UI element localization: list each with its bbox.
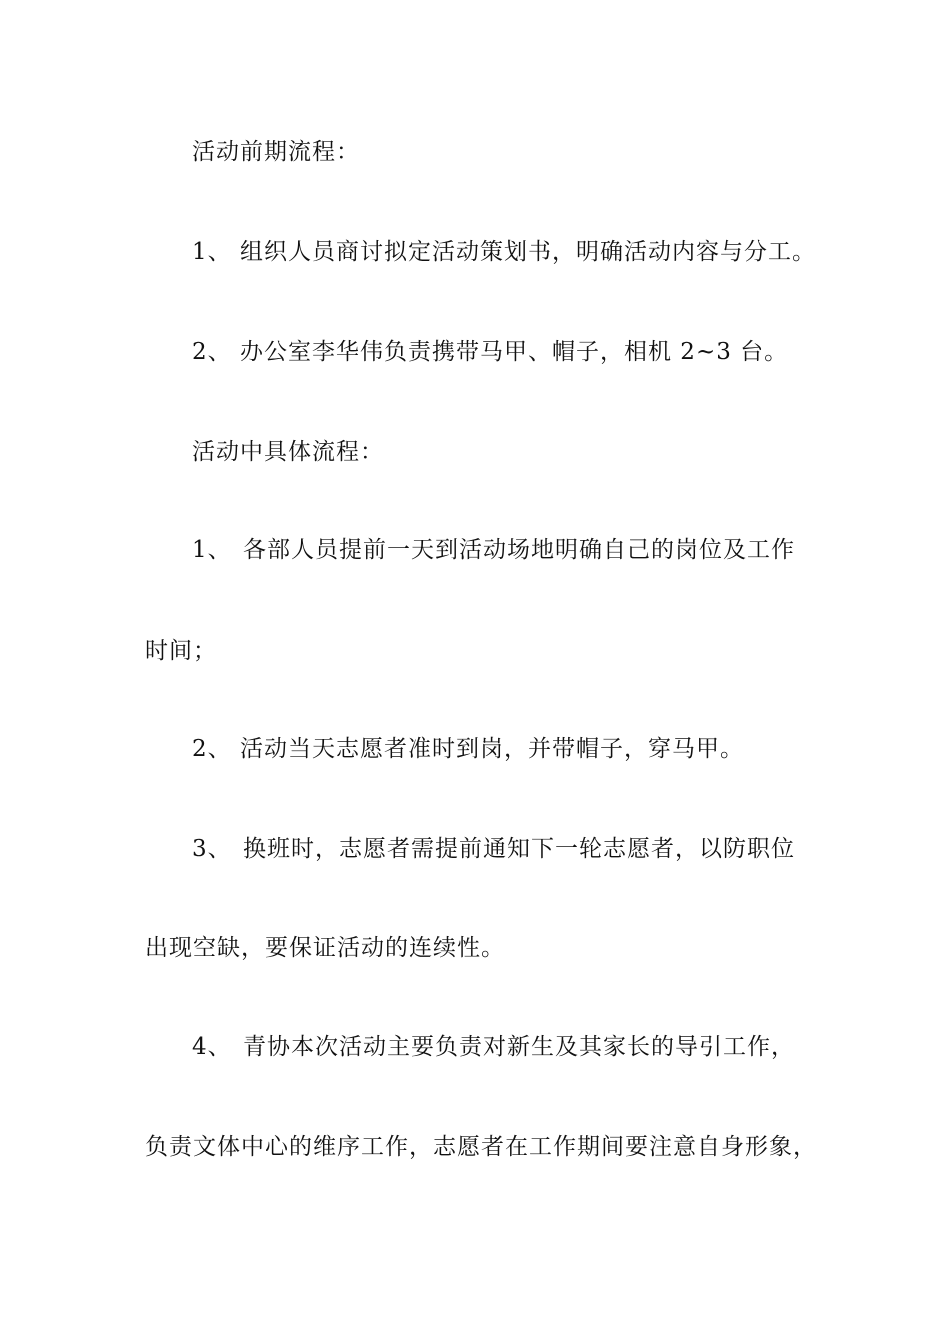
item-number: 4、 bbox=[192, 1034, 232, 1060]
item-text: 活动当天志愿者准时到岗，并带帽子，穿马甲。 bbox=[240, 736, 744, 762]
during-item-3-continuation bbox=[0, 928, 950, 968]
heading-pre-event bbox=[0, 132, 950, 172]
during-item-4-continuation bbox=[0, 1127, 950, 1167]
item-text: 组织人员商讨拟定活动策划书，明确活动内容与分工。 bbox=[240, 239, 816, 265]
during-item-3 bbox=[0, 829, 950, 869]
pre-item-2 bbox=[0, 332, 950, 372]
during-item-1-continuation bbox=[0, 631, 950, 671]
heading-text: 活动前期流程： bbox=[192, 139, 360, 165]
item-number: 2、 bbox=[192, 736, 232, 762]
pre-item-1 bbox=[0, 232, 950, 272]
item-number: 3、 bbox=[192, 836, 232, 862]
item-text: 换班时，志愿者需提前通知下一轮志愿者，以防职位 bbox=[243, 836, 795, 862]
item-text-continued: 负责文体中心的维序工作，志愿者在工作期间要注意自身形象， bbox=[145, 1134, 817, 1160]
item-text: 办公室李华伟负责携带马甲、帽子，相机 2~3 台。 bbox=[240, 339, 789, 365]
heading-text: 活动中具体流程： bbox=[192, 439, 384, 465]
during-item-2 bbox=[0, 729, 950, 769]
item-text: 青协本次活动主要负责对新生及其家长的导引工作， bbox=[243, 1034, 795, 1060]
item-text-continued: 时间； bbox=[145, 638, 217, 664]
item-number: 1、 bbox=[192, 537, 232, 563]
during-item-4 bbox=[0, 1027, 950, 1067]
item-text: 各部人员提前一天到活动场地明确自己的岗位及工作 bbox=[243, 537, 795, 563]
item-text-continued: 出现空缺，要保证活动的连续性。 bbox=[145, 935, 505, 961]
item-number: 2、 bbox=[192, 339, 232, 365]
item-number: 1、 bbox=[192, 239, 232, 265]
during-item-1 bbox=[0, 530, 950, 570]
heading-during-event bbox=[0, 432, 950, 472]
